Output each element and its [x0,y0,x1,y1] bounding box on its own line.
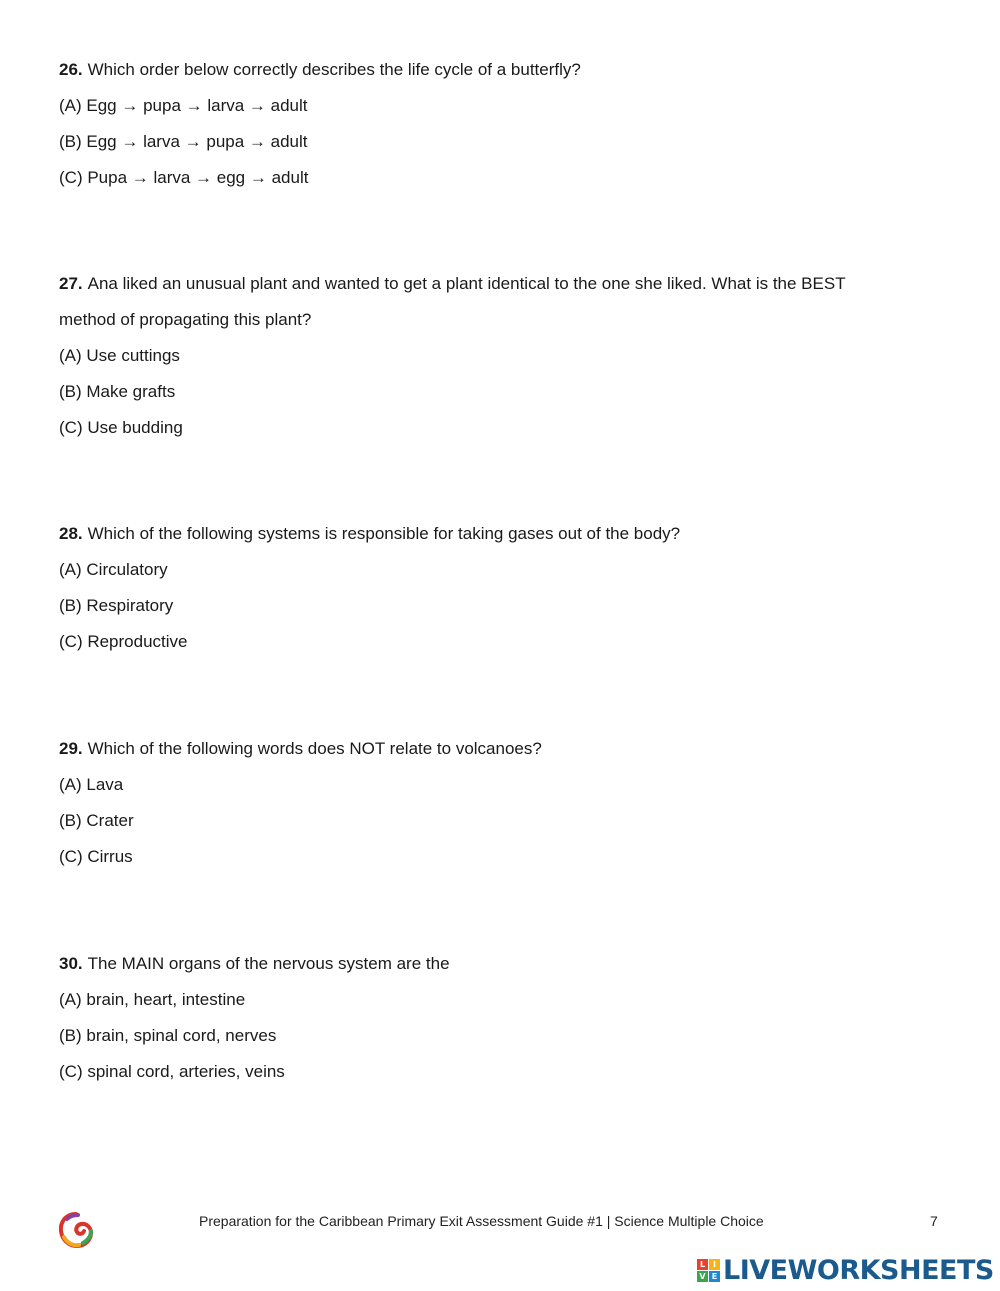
swirl-logo-icon [56,1210,96,1250]
liveworksheets-grid-icon [697,1259,720,1282]
question-text: The MAIN organs of the nervous system are the [87,954,450,973]
question-text-continued: method of propagating this plant? [59,310,312,329]
question-30 [59,946,919,1090]
footer-text: Preparation for the Caribbean Primary Exit Assessment Guide #1 | Science Multiple Choice [199,1213,764,1229]
answer-option-c: (C) Reproductive [59,632,188,651]
page-number: 7 [930,1213,938,1229]
question-27 [59,266,919,446]
grid-letter-v: V [697,1271,708,1282]
answer-option-c: (C) Cirrus [59,847,133,866]
question-text: Which of the following systems is responsible for taking gases out of the body? [87,524,681,543]
answer-option-a: (A) Lava [59,775,124,794]
liveworksheets-wordmark: LIVEWORKSHEETS [723,1254,994,1286]
answer-option-b: (B) brain, spinal cord, nerves [59,1026,277,1045]
answer-option-a: (A) Egg → pupa → larva → adult [59,96,308,115]
question-stem [59,946,919,982]
answer-option-a: (A) Circulatory [59,560,168,579]
answer-option-b: (B) Make grafts [59,382,176,401]
question-number: 26. [59,60,83,79]
question-text: Which order below correctly describes the life cycle of a butterfly? [87,60,581,79]
question-number: 29. [59,739,83,758]
question-number: 30. [59,954,83,973]
answer-option-c: (C) Use budding [59,418,183,437]
question-29 [59,731,919,875]
answer-option-c: (C) spinal cord, arteries, veins [59,1062,285,1081]
answer-option-a: (A) Use cuttings [59,346,180,365]
answer-option-b: (B) Egg → larva → pupa → adult [59,132,308,151]
answer-option-a: (A) brain, heart, intestine [59,990,246,1009]
grid-letter-l: L [697,1259,708,1270]
question-stem [59,731,919,767]
grid-letter-i: I [709,1259,720,1270]
liveworksheets-logo [697,1255,994,1285]
question-text: Which of the following words does NOT relate to volcanoes? [87,739,542,758]
question-number: 28. [59,524,83,543]
question-number: 27. [59,274,83,293]
grid-letter-e: E [709,1271,720,1282]
answer-option-b: (B) Respiratory [59,596,174,615]
question-28 [59,516,919,660]
question-stem [59,52,919,88]
question-text: Ana liked an unusual plant and wanted to get a plant identical to the one she liked. What is the BEST [87,274,846,293]
question-26 [59,52,919,196]
answer-option-b: (B) Crater [59,811,134,830]
question-stem [59,516,919,552]
answer-option-c: (C) Pupa → larva → egg → adult [59,168,309,187]
question-stem [59,266,919,302]
